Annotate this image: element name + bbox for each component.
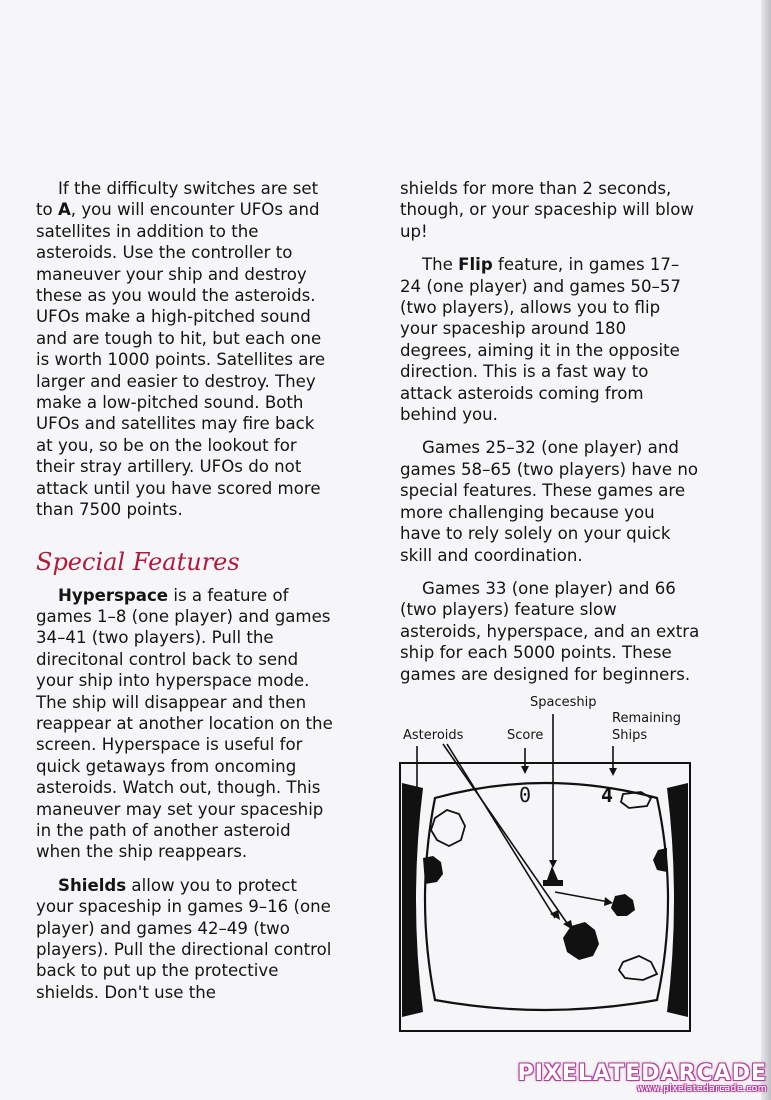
spaceship — [543, 866, 563, 886]
difficulty-paragraph — [36, 178, 334, 521]
footer-watermark — [518, 1061, 767, 1094]
shields-text: allow you to protect your spaceship in games 9–16 (one player) and games 42–49 (two players). Pull the directional control back to put up the protective shields. Don't use the — [36, 875, 332, 1002]
asteroid-outline-left — [431, 810, 465, 846]
flip-text-start: The — [422, 255, 459, 275]
ships-pointer-arrowhead — [609, 768, 617, 776]
no-features-paragraph: Games 25–32 (one player) and games 58–65 (two players) have no special features. These games are more challenging because you have to rely solely on your quick skill and coordination. — [400, 438, 698, 565]
shields-continued-paragraph: shields for more than 2 seconds, though, or your spaceship will blow up! — [400, 179, 694, 241]
flip-term: Flip — [458, 255, 493, 275]
footer-url: www.pixelatedarcade.com — [636, 1084, 767, 1094]
label-remaining: Remaining — [612, 711, 682, 726]
shields-paragraph — [36, 875, 334, 1003]
asteroid-solid-large — [563, 922, 599, 960]
asteroids-pointer-diagonal-arrowhead — [563, 920, 573, 930]
screen-left-bezel — [402, 783, 423, 1017]
edge-asteroid-right — [653, 848, 667, 872]
score-value: 0 — [519, 783, 532, 807]
label-ships: Ships — [612, 728, 648, 743]
difficulty-setting: A — [57, 200, 71, 220]
footer-brand-name: PIXELATEDARCADE — [517, 1061, 767, 1086]
spaceship-pointer-arrowhead — [549, 860, 557, 868]
shields-term: Shields — [58, 875, 127, 895]
page-edge — [761, 0, 771, 1100]
tv-frame — [400, 763, 690, 1031]
score-pointer-arrowhead — [521, 766, 529, 774]
label-asteroids: Asteroids — [403, 728, 464, 743]
label-spaceship: Spaceship — [530, 695, 597, 710]
asteroid-outline-top-right — [621, 792, 651, 808]
asteroids-pointer-right — [555, 892, 609, 902]
difficulty-text-rest: , you will encounter UFOs and satellites in addition to the asteroids. Use the controller to maneuver your ship and destroy these as you would the asteroids. UFOs make a high-pitched sound and are tough to hit, but each one is worth 1000 points. Satellites are larger and easier to destroy. They make a low-pitched sound. Both UFOs and satellites may fire back at you, so be on the lookout for their stray artillery. UFOs do not attack until you have scored more than 7500 points. — [36, 200, 326, 520]
left-column — [36, 178, 334, 1015]
flip-paragraph — [400, 254, 700, 425]
difficulty-text-start: If the difficulty switches are set to — [36, 179, 319, 220]
edge-asteroid-left — [423, 856, 443, 884]
right-column — [400, 178, 700, 697]
asteroid-outline-bottom-right — [619, 956, 657, 980]
asteroid-solid-small — [611, 894, 635, 916]
game-screen-diagram — [395, 690, 705, 1040]
section-heading: Special Features — [36, 547, 240, 576]
diagram-drawing — [395, 690, 705, 1040]
screen-right-bezel — [667, 783, 688, 1017]
hyperspace-paragraph — [36, 585, 334, 863]
beginner-paragraph: Games 33 (one player) and 66 (two players) feature slow asteroids, hyperspace, and an extra ship for each 5000 points. These games are designed for beginners. — [400, 578, 700, 684]
hyperspace-text: is a feature of games 1–8 (one player) and games 34–41 (two players). Pull the direcitonal control back to send your ship into hyperspace mode. The ship will disappear and then reappear at another location on the screen. Hyperspace is useful for quick getaways from oncoming asteroids. Watch out, though. This maneuver may set your spaceship in the path of another asteroid when the ship reappears. — [36, 585, 333, 862]
label-score: Score — [507, 728, 544, 743]
flip-text: feature, in games 17–24 (one player) and games 50–57 (two players), allows you to flip your spaceship around 180 degrees, aiming it in the opposite direction. This is a fast way to attack asteroids coming from behind you. — [400, 255, 681, 425]
asteroids-pointer-right-arrowhead — [604, 897, 613, 906]
hyperspace-term: Hyperspace — [58, 585, 169, 605]
ships-value: 4 — [601, 783, 614, 807]
